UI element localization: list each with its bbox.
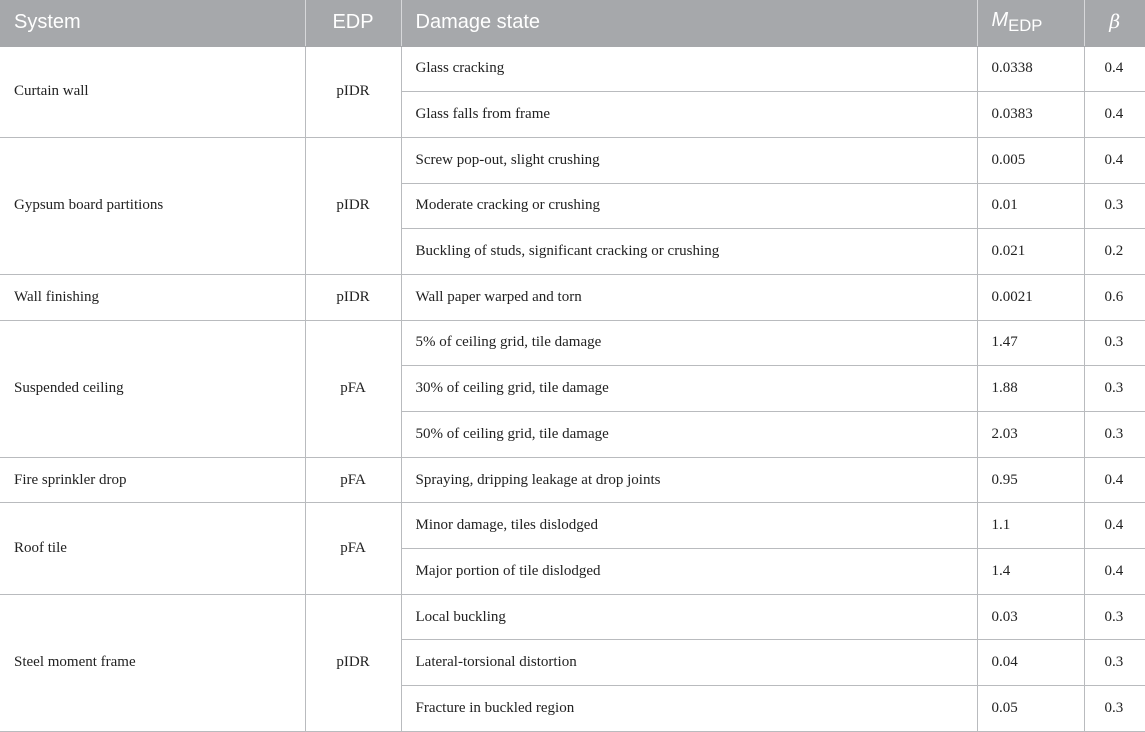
damage-state-cell: Lateral-torsional distortion [401, 640, 977, 686]
edp-cell: pFA [305, 503, 401, 594]
edp-cell: pIDR [305, 46, 401, 137]
edp-cell: pIDR [305, 594, 401, 731]
median-cell: 0.03 [977, 594, 1084, 640]
system-cell: Fire sprinkler drop [0, 457, 305, 503]
table-row [0, 46, 1145, 92]
beta-cell: 0.4 [1084, 46, 1145, 92]
damage-state-cell: Moderate cracking or crushing [401, 183, 977, 229]
table-body [0, 46, 1145, 731]
header-edp: EDP [305, 0, 401, 46]
beta-cell: 0.3 [1084, 366, 1145, 412]
table-row [0, 320, 1145, 366]
beta-cell: 0.4 [1084, 92, 1145, 138]
beta-cell: 0.3 [1084, 320, 1145, 366]
beta-cell: 0.3 [1084, 183, 1145, 229]
table-header [0, 0, 1145, 46]
header-damage-state: Damage state [401, 0, 977, 46]
beta-symbol: β [1109, 11, 1121, 34]
system-cell: Steel moment frame [0, 594, 305, 731]
system-cell: Gypsum board partitions [0, 137, 305, 274]
median-cell: 1.4 [977, 549, 1084, 595]
median-symbol: M [991, 9, 1009, 32]
system-cell: Wall finishing [0, 274, 305, 320]
beta-cell: 0.2 [1084, 229, 1145, 275]
beta-cell: 0.3 [1084, 412, 1145, 458]
table-row [0, 594, 1145, 640]
header-beta [1084, 0, 1145, 46]
median-cell: 1.47 [977, 320, 1084, 366]
damage-state-cell: Spraying, dripping leakage at drop joints [401, 457, 977, 503]
damage-state-cell: Wall paper warped and torn [401, 274, 977, 320]
median-cell: 0.04 [977, 640, 1084, 686]
beta-cell: 0.6 [1084, 274, 1145, 320]
beta-cell: 0.4 [1084, 137, 1145, 183]
table-row [0, 503, 1145, 549]
header-row [0, 0, 1145, 46]
damage-state-cell: 5% of ceiling grid, tile damage [401, 320, 977, 366]
system-cell: Suspended ceiling [0, 320, 305, 457]
damage-state-cell: Local buckling [401, 594, 977, 640]
header-system: System [0, 0, 305, 46]
damage-state-cell: Minor damage, tiles dislodged [401, 503, 977, 549]
median-cell: 2.03 [977, 412, 1084, 458]
table-row [0, 457, 1145, 503]
median-cell: 0.95 [977, 457, 1084, 503]
beta-cell: 0.3 [1084, 640, 1145, 686]
median-cell: 0.05 [977, 686, 1084, 732]
damage-state-cell: 50% of ceiling grid, tile damage [401, 412, 977, 458]
edp-cell: pIDR [305, 274, 401, 320]
damage-state-cell: 30% of ceiling grid, tile damage [401, 366, 977, 412]
system-cell: Roof tile [0, 503, 305, 594]
damage-state-cell: Buckling of studs, significant cracking or crushing [401, 229, 977, 275]
table-row [0, 137, 1145, 183]
median-subscript: EDP [1008, 16, 1043, 36]
edp-cell: pFA [305, 320, 401, 457]
edp-cell: pIDR [305, 137, 401, 274]
beta-cell: 0.4 [1084, 503, 1145, 549]
median-cell: 1.88 [977, 366, 1084, 412]
system-cell: Curtain wall [0, 46, 305, 137]
median-cell: 1.1 [977, 503, 1084, 549]
beta-cell: 0.3 [1084, 686, 1145, 732]
beta-cell: 0.3 [1084, 594, 1145, 640]
damage-state-cell: Major portion of tile dislodged [401, 549, 977, 595]
damage-state-cell: Glass falls from frame [401, 92, 977, 138]
edp-cell: pFA [305, 457, 401, 503]
damage-state-cell: Screw pop-out, slight crushing [401, 137, 977, 183]
median-cell: 0.0021 [977, 274, 1084, 320]
median-cell: 0.0383 [977, 92, 1084, 138]
median-cell: 0.021 [977, 229, 1084, 275]
beta-cell: 0.4 [1084, 549, 1145, 595]
table-row [0, 274, 1145, 320]
beta-cell: 0.4 [1084, 457, 1145, 503]
median-cell: 0.0338 [977, 46, 1084, 92]
damage-state-cell: Fracture in buckled region [401, 686, 977, 732]
damage-state-cell: Glass cracking [401, 46, 977, 92]
median-cell: 0.01 [977, 183, 1084, 229]
median-cell: 0.005 [977, 137, 1084, 183]
header-median [977, 0, 1084, 46]
